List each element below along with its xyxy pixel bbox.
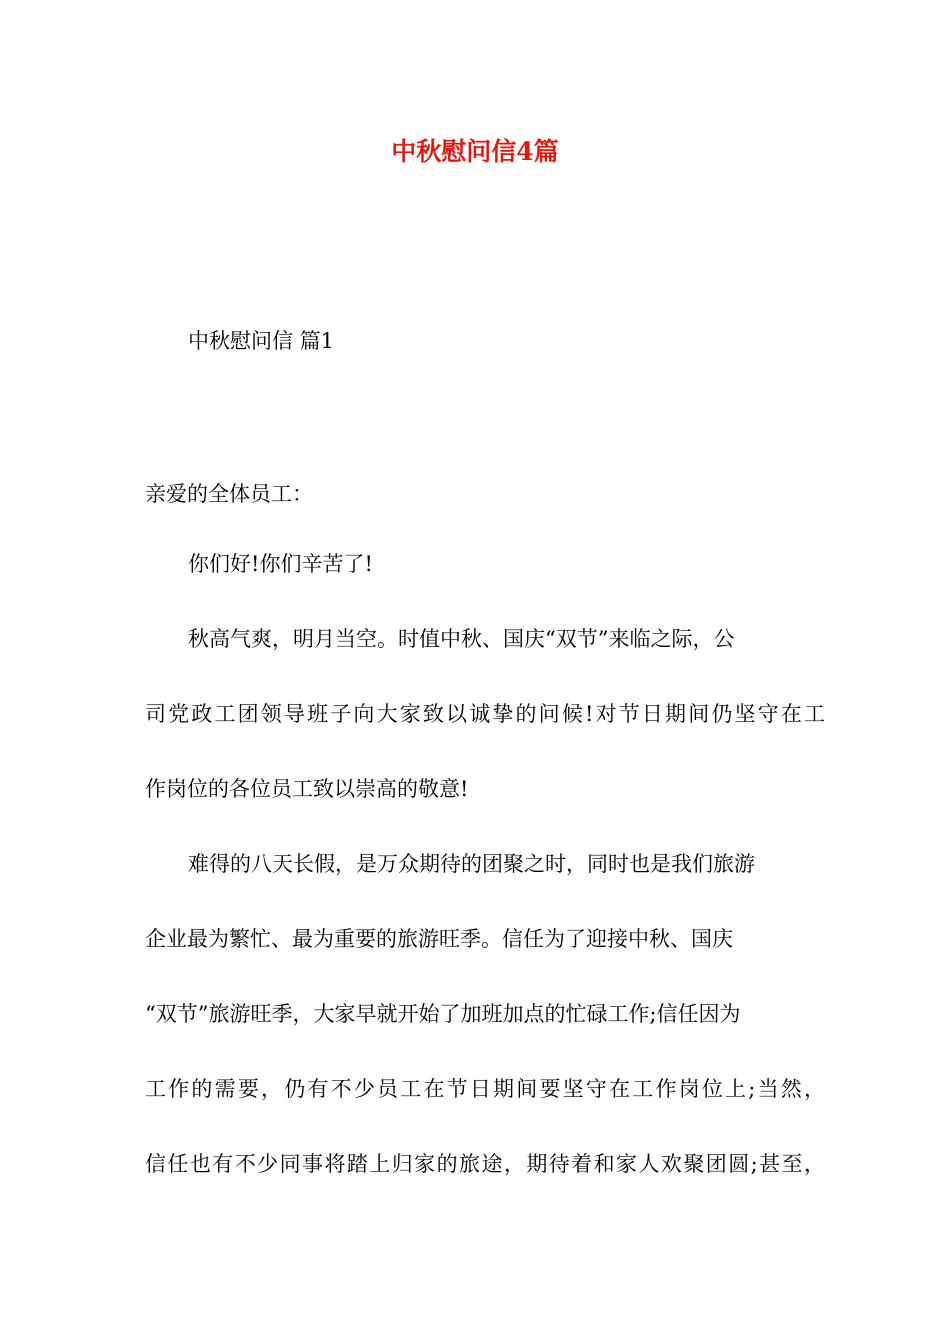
paragraph-2-line-3: “双节”旅游旺季，大家早就开始了加班加点的忙碌工作;信任因为	[145, 1002, 741, 1026]
paragraph-1-line-2: 司党政工团领导班子向大家致以诚挚的问候!对节日期间仍坚守在工	[145, 702, 825, 726]
paragraph-2-line-2: 企业最为繁忙、最为重要的旅游旺季。信任为了迎接中秋、国庆	[145, 927, 733, 951]
paragraph-2-line-4: 工作的需要，仍有不少员工在节日期间要坚守在工作岗位上;当然，	[145, 1077, 825, 1101]
greeting: 你们好!你们辛苦了!	[188, 552, 373, 576]
paragraph-1-line-1: 秋高气爽，明月当空。时值中秋、国庆“双节”来临之际，公	[188, 627, 735, 651]
paragraph-1-line-3: 作岗位的各位员工致以崇高的敬意!	[145, 777, 469, 801]
paragraph-2-line-5: 信任也有不少同事将踏上归家的旅途，期待着和家人欢聚团圆;甚至，	[145, 1152, 825, 1176]
document-title: 中秋慰问信4篇	[391, 137, 559, 166]
salutation: 亲爱的全体员工：	[145, 482, 313, 506]
paragraph-2-line-1: 难得的八天长假，是万众期待的团聚之时，同时也是我们旅游	[188, 852, 755, 876]
section-heading: 中秋慰问信 篇1	[188, 329, 335, 353]
